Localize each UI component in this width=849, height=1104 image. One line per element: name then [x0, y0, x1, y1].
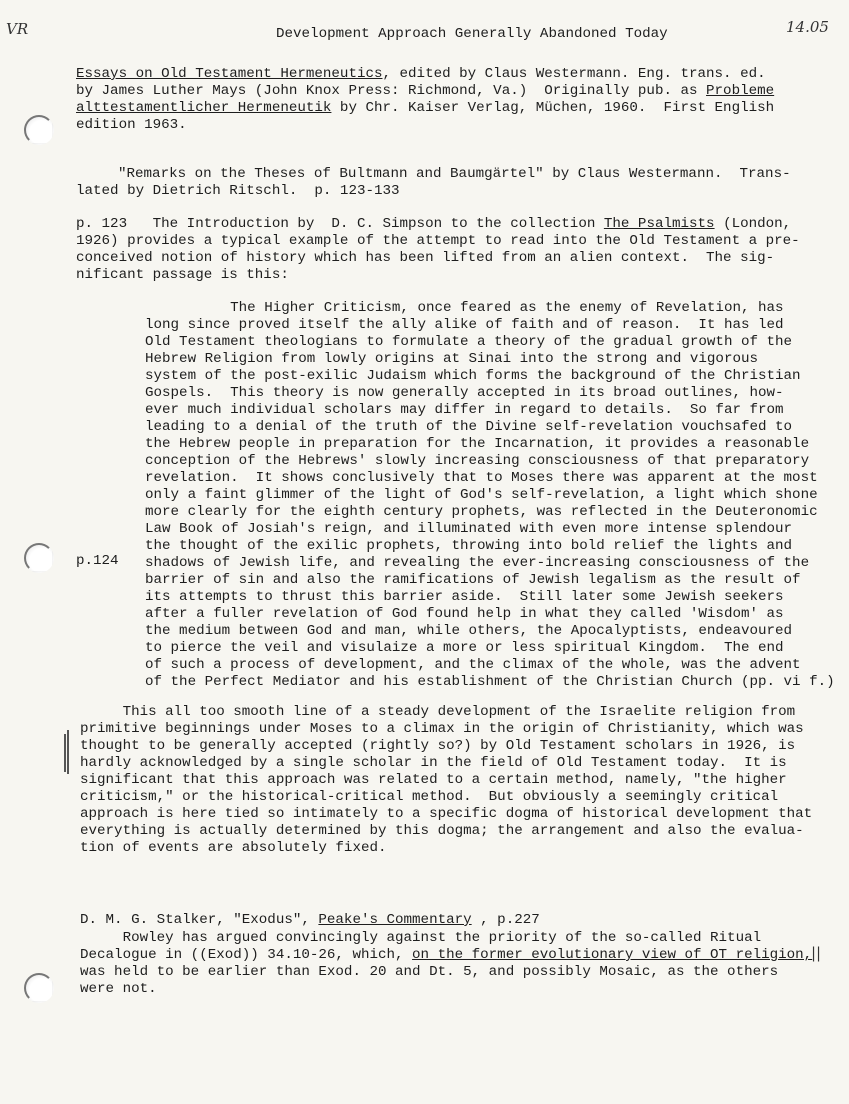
commentary-line: This all too smooth line of a steady development of the Israelite religion from	[80, 704, 796, 720]
quote-line: barrier of sin and also the ramifications of Jewish legalism as the result of	[145, 572, 801, 588]
page-title: Development Approach Generally Abandoned Today	[276, 26, 668, 42]
commentary-line: approach is here tied so intimately to a specific dogma of historical development that	[80, 806, 813, 822]
quote-line: to pierce the veil and visulaize a more or less spiritual Kingdom. The end	[145, 640, 784, 656]
stalker-line-4: was held to be earlier than Exod. 20 and Dt. 5, and possibly Mosaic, as the others	[80, 964, 779, 980]
commentary-line: significant that this approach was related to a certain method, namely, "the higher	[80, 772, 787, 788]
underlined-phrase: on the former evolutionary view of OT religion,	[412, 947, 813, 963]
quote-line: revelation. It shows conclusively that to Moses there was apparent at the most	[145, 470, 818, 486]
commentary-line: hardly acknowledged by a single scholar in the field of Old Testament today. It is	[80, 755, 787, 771]
citation-line-4: edition 1963.	[76, 117, 187, 133]
margin-double-bar: ||	[811, 944, 822, 962]
quote-line: ever much individual scholars may differ in regard to details. So far from	[145, 402, 784, 418]
quote-line: after a fuller revelation of God found help in what they called 'Wisdom' as	[145, 606, 784, 622]
margin-number: 14.05	[786, 18, 829, 36]
punch-hole-middle	[24, 543, 54, 573]
stalker-line-5: were not.	[80, 981, 157, 997]
stalker-line-2: Rowley has argued convincingly against the priority of the so-called Ritual	[80, 930, 762, 946]
margin-initials: VR	[6, 20, 29, 38]
quote-line: Hebrew Religion from lowly origins at Sinai into the strong and vigorous	[145, 351, 758, 367]
margin-scribble	[67, 730, 69, 774]
intro-line-3: conceived notion of history which has been lifted from an alien context. The sig-	[76, 250, 775, 266]
intro-line-1: p. 123 The Introduction by D. C. Simpson to the collection The Psalmists (London,	[76, 216, 792, 232]
quote-line: its attempts to thrust this barrier aside. Still later some Jewish seekers	[145, 589, 784, 605]
original-title: Probleme	[706, 83, 775, 99]
quote-line: of such a process of development, and the climax of the whole, was the advent	[145, 657, 801, 673]
commentary-line: thought to be generally accepted (rightly so?) by Old Testament scholars in 1926, is	[80, 738, 796, 754]
citation-line-2: by James Luther Mays (John Knox Press: Richmond, Va.) Originally pub. as Probleme	[76, 83, 775, 99]
commentary-line: everything is actually determined by this dogma; the arrangement and also the evalua-	[80, 823, 804, 839]
page-marker: p.124	[76, 553, 119, 569]
quote-line: the Hebrew people in preparation for the Incarnation, it provides a reasonable	[145, 436, 810, 452]
commentary-line: criticism," or the historical-critical method. But obviously a seemingly critical	[80, 789, 779, 805]
punch-hole-top	[24, 115, 54, 145]
essay-line-1: "Remarks on the Theses of Bultmann and Baumgärtel" by Claus Westermann. Trans-	[118, 166, 791, 182]
stalker-citation: D. M. G. Stalker, "Exodus", Peake's Commentary , p.227	[80, 912, 540, 928]
citation-line-3: alttestamentlicher Hermeneutik by Chr. Kaiser Verlag, Müchen, 1960. First English	[76, 100, 775, 116]
punch-hole-bottom	[24, 973, 54, 1003]
original-title: alttestamentlicher Hermeneutik	[76, 100, 332, 116]
quote-line: system of the post-exilic Judaism which forms the background of the Christian	[145, 368, 801, 384]
commentary-line: tion of events are absolutely fixed.	[80, 840, 387, 856]
commentary-line: primitive beginnings under Moses to a climax in the origin of Christianity, which was	[80, 721, 804, 737]
quote-line: Gospels. This theory is now generally accepted in its broad outlines, how-	[145, 385, 784, 401]
quote-line: leading to a denial of the truth of the Divine self-revelation vouchsafed to	[145, 419, 793, 435]
essay-line-2: lated by Dietrich Ritschl. p. 123-133	[76, 183, 400, 199]
stalker-line-3: Decalogue in ((Exod)) 34.10-26, which, on the former evolutionary view of OT religion,	[80, 947, 813, 963]
book-title: Essays on Old Testament Hermeneutics	[76, 66, 383, 82]
margin-scribble	[64, 734, 66, 772]
quote-line: long since proved itself the ally alike of faith and of reason. It has led	[145, 317, 784, 333]
book-title: Peake's Commentary	[318, 912, 472, 928]
quote-line: only a faint glimmer of the light of God's self-revelation, a light which shone	[145, 487, 818, 503]
quote-line: shadows of Jewish life, and revealing the ever-increasing consciousness of the	[145, 555, 810, 571]
quote-line: Old Testament theologians to formulate a theory of the gradual growth of the	[145, 334, 793, 350]
quote-line: more clearly for the eighth century prophets, was reflected in the Deuteronomic	[145, 504, 818, 520]
quote-line: The Higher Criticism, once feared as the enemy of Revelation, has	[145, 300, 784, 316]
intro-line-2: 1926) provides a typical example of the attempt to read into the Old Testament a pre-	[76, 233, 800, 249]
quote-line: of the Perfect Mediator and his establishment of the Christian Church (pp. vi f.)	[145, 674, 835, 690]
book-title: The Psalmists	[603, 216, 715, 232]
quote-line: conception of the Hebrews' slowly increasing consciousness of that preparatory	[145, 453, 810, 469]
quote-line: the thought of the exilic prophets, throwing into bold relief the lights and	[145, 538, 793, 554]
quote-line: the medium between God and man, while others, the Apocalyptists, endeavoured	[145, 623, 793, 639]
intro-line-4: nificant passage is this:	[76, 267, 289, 283]
quote-line: Law Book of Josiah's reign, and illuminated with even more intense splendour	[145, 521, 793, 537]
citation-line-1: Essays on Old Testament Hermeneutics, edited by Claus Westermann. Eng. trans. ed.	[76, 66, 766, 82]
